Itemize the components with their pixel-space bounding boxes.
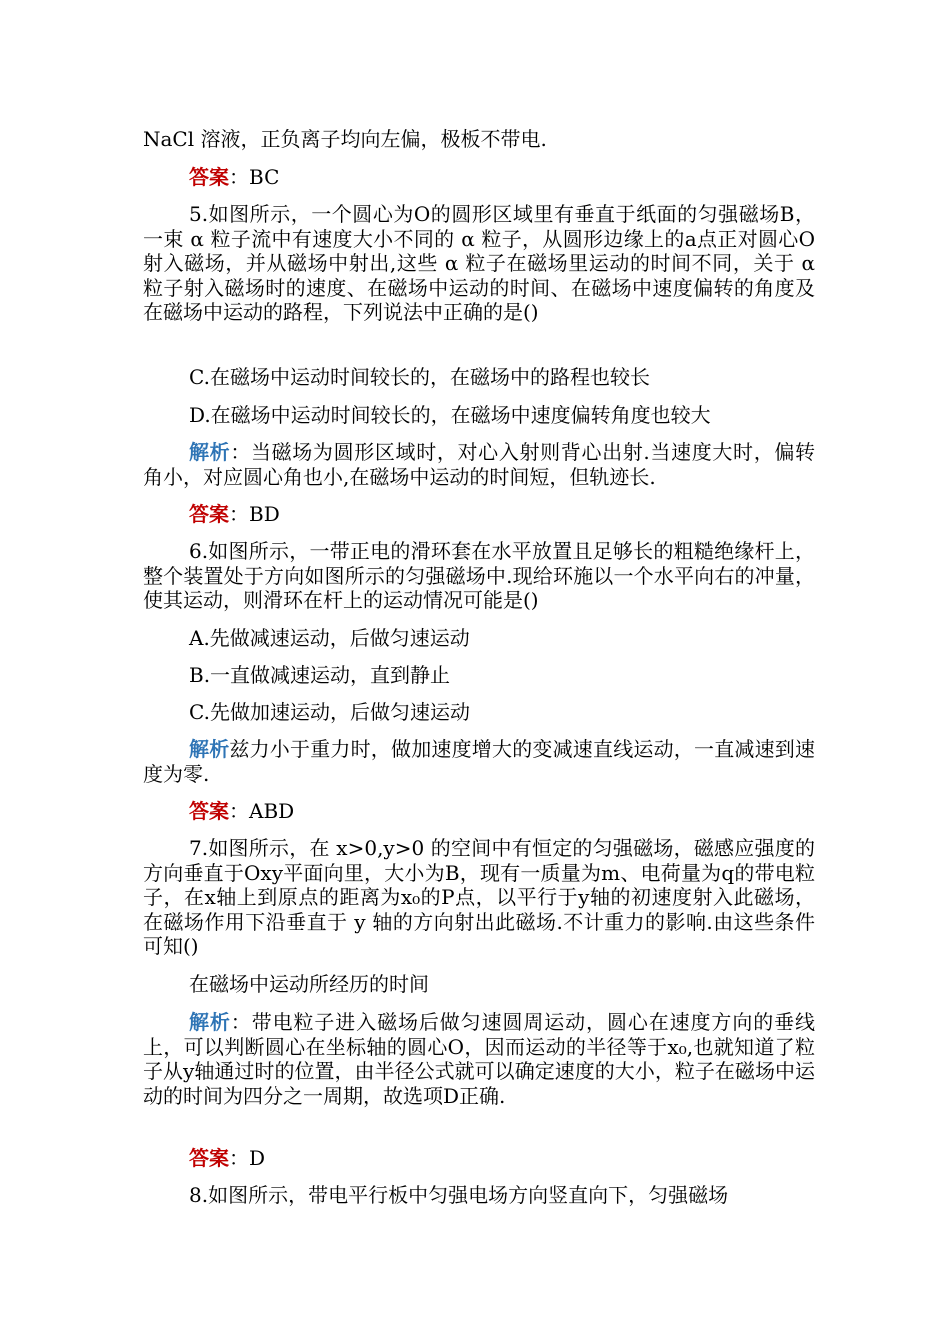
- analysis-text: 当磁场为圆形区域时，对心入射则背心出射.当速度大时，偏转角小，对应圆心角也小,在磁场中运动的时间短，但轨迹长.: [143, 440, 816, 489]
- analysis-label: 解析: [189, 737, 230, 761]
- question-text: 5.如图所示，一个圆心为O的圆形区域里有垂直于纸面的匀强磁场B，一束 α 粒子流中有速度大小不同的 α 粒子，从圆形边缘上的a点正对圆心O射入磁场，并从磁场中射出,这些 α 粒子在磁场里运动的时间不同，关于 α 粒子射入磁场时的速度、在磁场中运动的时间、在磁场中速度偏转的角度及在磁场中运动的路程，下列说法中正确的是(): [143, 202, 815, 325]
- label-separator: ：: [229, 502, 249, 526]
- paragraph-continuation: [143, 127, 815, 152]
- paragraph-text: NaCl 溶液，正负离子均向左偏，极板不带电.: [143, 127, 547, 151]
- option-a-q6: [143, 626, 815, 651]
- answer-text: BC: [249, 165, 280, 189]
- option-b-q6: [143, 663, 815, 688]
- answer-line-q6: [143, 799, 815, 824]
- analysis-text: 带电粒子进入磁场后做匀速圆周运动，圆心在速度方向的垂线上，可以判断圆心在坐标轴的圆心O，因而运动的半径等于x₀,也就知道了粒子从y轴通过时的位置，由半径公式就可以确定速度的大小，粒子在磁场中运动的时间为四分之一周期，故选项D正确.: [143, 1010, 816, 1108]
- answer-line-q5: [143, 502, 815, 527]
- answer-label: 答案: [189, 502, 229, 526]
- answer-label: 答案: [189, 799, 229, 823]
- answer-line-q7: [143, 1146, 815, 1171]
- option-d-q5: [143, 403, 815, 428]
- label-separator: ：: [229, 1146, 249, 1170]
- analysis-label: 解析: [189, 440, 231, 464]
- answer-line-q4: [143, 165, 815, 190]
- answer-text: ABD: [249, 799, 295, 823]
- answer-text: BD: [249, 502, 280, 526]
- question-text: 6.如图所示，一带正电的滑环套在水平放置且足够长的粗糙绝缘杆上，整个装置处于方向如图所示的匀强磁场中.现给环施以一个水平向右的冲量，使其运动，则滑环在杆上的运动情况可能是(): [143, 539, 815, 613]
- answer-text: D: [249, 1146, 266, 1170]
- question-7: [143, 836, 815, 959]
- analysis-label: 解析: [189, 1010, 231, 1034]
- option-text: C.在磁场中运动时间较长的，在磁场中的路程也较长: [189, 365, 650, 389]
- option-text: A.先做减速运动，后做匀速运动: [189, 626, 470, 650]
- label-separator: ：: [229, 165, 249, 189]
- option-c-q5: [143, 365, 815, 390]
- analysis-q5: [143, 440, 815, 489]
- label-separator: ：: [230, 1010, 252, 1034]
- option-fragment-q7: [143, 972, 815, 997]
- question-5: [143, 202, 815, 325]
- analysis-text: 兹力小于重力时，做加速度增大的变减速直线运动，一直减速到速度为零.: [143, 737, 816, 786]
- question-text: 7.如图所示，在 x>0,y>0 的空间中有恒定的匀强磁场，磁感应强度的方向垂直于Oxy平面向里，大小为B，现有一质量为m、电荷量为q的带电粒子，在x轴上到原点的距离为x₀的P点，以平行于y轴的初速度射入此磁场，在磁场作用下沿垂直于 y 轴的方向射出此磁场.不计重力的影响.由这些条件可知(): [143, 836, 815, 959]
- answer-label: 答案: [189, 165, 229, 189]
- option-text: 在磁场中运动所经历的时间: [189, 972, 429, 996]
- question-8: [143, 1183, 815, 1208]
- option-text: B.一直做减速运动，直到静止: [189, 663, 451, 687]
- option-c-q6: [143, 700, 815, 725]
- analysis-q7: [143, 1010, 815, 1108]
- question-text: 8.如图所示，带电平行板中匀强电场方向竖直向下，匀强磁场: [189, 1183, 729, 1207]
- analysis-q6: [143, 737, 815, 786]
- option-text: C.先做加速运动，后做匀速运动: [189, 700, 470, 724]
- question-6: [143, 539, 815, 613]
- label-separator: ：: [230, 440, 251, 464]
- label-separator: ：: [229, 799, 249, 823]
- option-text: D.在磁场中运动时间较长的，在磁场中速度偏转角度也较大: [189, 403, 711, 427]
- answer-label: 答案: [189, 1146, 229, 1170]
